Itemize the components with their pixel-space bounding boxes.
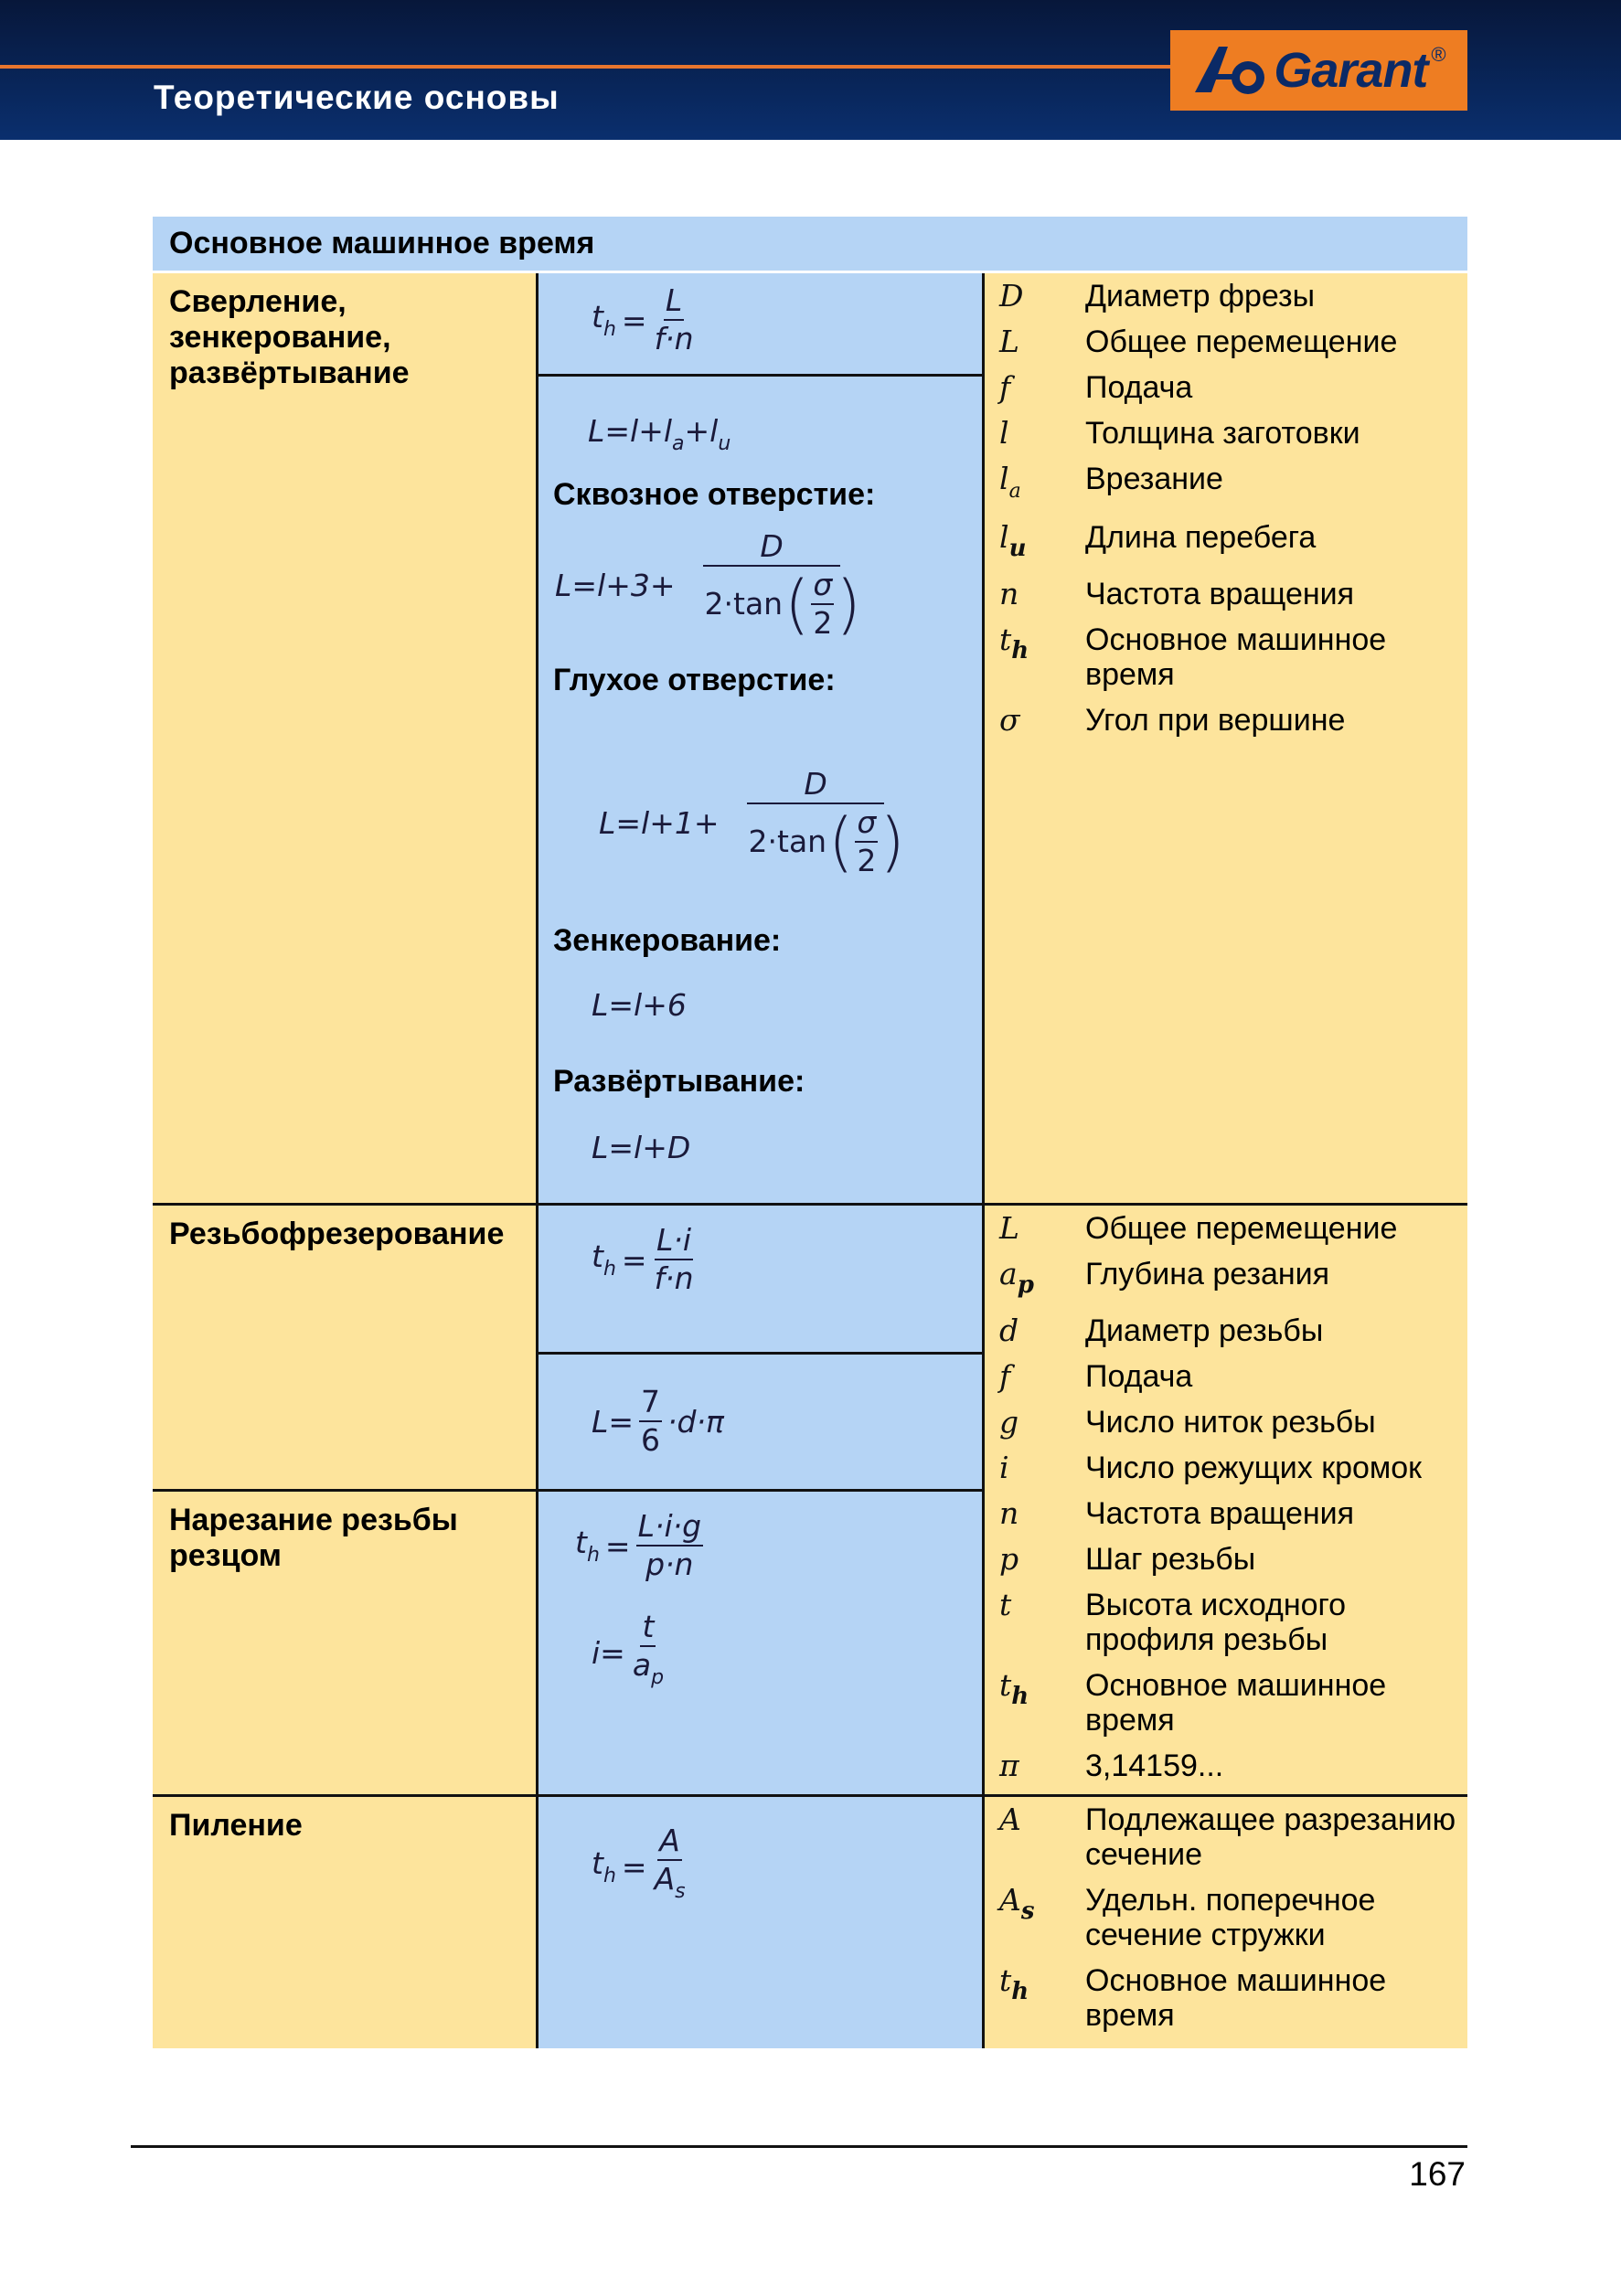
variables-column bbox=[985, 273, 1467, 1203]
garant-logo-icon bbox=[1191, 41, 1270, 100]
header-accent-line bbox=[0, 65, 1172, 69]
variable-row: L Общее перемещение bbox=[999, 324, 1398, 359]
variable-row: $A_s$ Удельн. поперечное сечение стружки bbox=[999, 1882, 1376, 1952]
logo-wordmark: Garant bbox=[1274, 43, 1428, 98]
label-through-hole: Сквозное отверстие: bbox=[553, 477, 876, 512]
variable-row: g Число ниток резьбы bbox=[999, 1404, 1376, 1440]
variable-row: d Диаметр резьбы bbox=[999, 1313, 1324, 1348]
variables-column bbox=[985, 1797, 1467, 2048]
page-number: 167 bbox=[1409, 2155, 1466, 2193]
variable-row: $a_p$ Глубина резания bbox=[999, 1256, 1330, 1299]
label-countersinking: Зенкерование: bbox=[553, 923, 782, 958]
formula-column bbox=[539, 1492, 985, 1794]
section-drilling bbox=[153, 271, 1467, 1203]
section-name: Нарезание резьбы резцом bbox=[153, 1492, 539, 1794]
formula-through-hole: L=l+3+ D 2·tan ( $\frac{\sigma}{2}$ ) bbox=[555, 528, 861, 642]
section-threading bbox=[153, 1203, 1467, 1794]
garant-logo bbox=[1170, 30, 1467, 111]
variable-row: f Подача bbox=[999, 369, 1193, 405]
variable-row: σ Угол при вершине bbox=[999, 702, 1346, 738]
variables-column bbox=[985, 1206, 1467, 1794]
variable-row: f Подача bbox=[999, 1358, 1193, 1394]
section-name: Резьбофрезерование bbox=[153, 1206, 539, 1489]
variable-row: n Частота вращения bbox=[999, 1495, 1355, 1531]
variable-row: A Подлежащее разрезанию сечение bbox=[999, 1802, 1456, 1872]
formula-th: $t_h$ = $\frac{L}{f\cdot n}$ bbox=[539, 273, 982, 377]
logo-registered: ® bbox=[1431, 43, 1446, 66]
formula-th: $t_h$ = $\frac{L\cdot i\cdot g}{p\cdot n}$ bbox=[575, 1508, 702, 1582]
formula-column bbox=[539, 273, 985, 1203]
threading-left bbox=[153, 1206, 985, 1794]
formula-th: $t_h$ = $\frac{L\cdot i}{f\cdot n}$ bbox=[539, 1206, 982, 1355]
variable-row: π 3,14159... bbox=[999, 1748, 1224, 1783]
variable-row: l Толщина заготовки bbox=[999, 415, 1360, 451]
formula-reaming: L=l+D bbox=[592, 1130, 691, 1165]
footer-divider bbox=[131, 2145, 1467, 2148]
formula-column bbox=[539, 1206, 985, 1489]
variable-row: n Частота вращения bbox=[999, 576, 1355, 611]
formula-thread-length: L= $\frac{7}{6}$ ·d·π bbox=[592, 1384, 724, 1458]
machining-time-table bbox=[153, 217, 1467, 2048]
label-reaming: Развёртывание: bbox=[553, 1064, 805, 1099]
formula-countersinking: L=l+6 bbox=[592, 987, 687, 1023]
variable-row: t Высота исходного профиля резьбы bbox=[999, 1587, 1347, 1657]
section-sawing bbox=[153, 1794, 1467, 2048]
section-name: Пиление bbox=[153, 1797, 539, 2048]
variable-row: D Диаметр фрезы bbox=[999, 278, 1316, 314]
variable-row: $l_u$ Длина перебега bbox=[999, 519, 1317, 562]
section-thread-cutting bbox=[153, 1492, 985, 1794]
variable-row: $t_h$ Основное машинное время bbox=[999, 1667, 1387, 1738]
table-heading: Основное машинное время bbox=[153, 217, 1467, 271]
label-blind-hole: Глухое отверстие: bbox=[553, 663, 836, 697]
section-name: Сверление, зенкерование, развёртывание bbox=[153, 273, 539, 1203]
variable-row: L Общее перемещение bbox=[999, 1210, 1398, 1246]
formula-path: $L=l+l_a+l_u$ bbox=[588, 413, 731, 455]
formula-th: $t_h$ = $\frac{A}{A_s}$ bbox=[592, 1823, 686, 1903]
formula-blind-hole: L=l+1+ D 2·tan ( $\frac{\sigma}{2}$ ) bbox=[599, 766, 905, 879]
variable-row: i Число режущих кромок bbox=[999, 1450, 1423, 1485]
formula-cuts: i= $\frac{t}{a_p}$ bbox=[592, 1609, 665, 1689]
formula-column bbox=[539, 1797, 985, 2048]
page-title: Теоретические основы bbox=[154, 79, 560, 116]
variable-row: $t_h$ Основное машинное время bbox=[999, 1962, 1387, 2033]
formula-path-block bbox=[539, 377, 982, 1206]
page-header bbox=[0, 0, 1621, 140]
variable-row: $t_h$ Основное машинное время bbox=[999, 622, 1387, 692]
section-thread-milling bbox=[153, 1206, 985, 1492]
variable-row: p Шаг резьбы bbox=[999, 1541, 1256, 1577]
variable-row: $l_a$ Врезание bbox=[999, 461, 1223, 503]
